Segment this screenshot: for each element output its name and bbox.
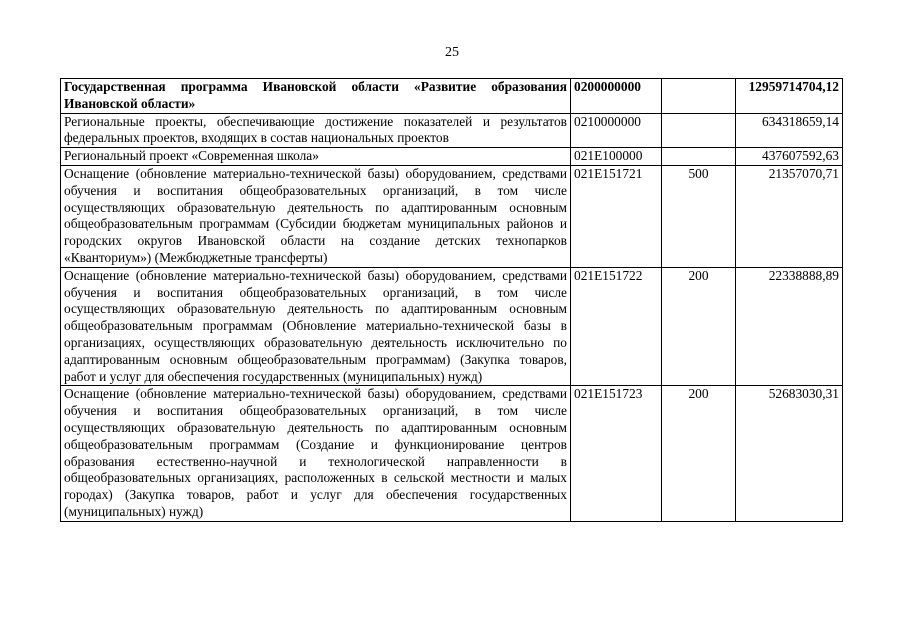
budget-table: [60, 78, 843, 522]
table-row: [61, 165, 843, 267]
row-name: Оснащение (обновление материально-технической базы) оборудованием, средствами обучения и воспитания общеобразовательных организаций, в том числе осуществляющих образовательную деятельность по адаптированным основным общеобразовательным программам (Субсидии бюджетам муниципальных районов и городских округов Ивановской области на создание детских технопарков «Кванториум») (Межбюджетные трансферты): [61, 165, 571, 267]
table-row: [61, 113, 843, 148]
row-sum: 634318659,14: [736, 113, 843, 148]
row-expense-type: 200: [662, 386, 736, 521]
row-expense-type: [662, 113, 736, 148]
row-name: Оснащение (обновление материально-технической базы) оборудованием, средствами обучения и воспитания общеобразовательных организаций, в том числе осуществляющих образовательную деятельность по адаптированным основным общеобразовательным программам (Создание и функционирование центров образования естественно-научной и технологической направленности в общеобразовательных организациях, расположенных в сельской местности и малых городах) (Закупка товаров, работ и услуг для обеспечения государственных (муниципальных) нужд): [61, 386, 571, 521]
row-expense-type: 200: [662, 267, 736, 386]
row-expense-type: [662, 79, 736, 114]
row-expense-type: [662, 148, 736, 166]
table-row-program: [61, 79, 843, 114]
row-code: 0210000000: [571, 113, 662, 148]
row-code: 021E151723: [571, 386, 662, 521]
row-sum: 12959714704,12: [736, 79, 843, 114]
row-name: Региональные проекты, обеспечивающие достижение показателей и результатов федеральных проектов, входящих в состав национальных проектов: [61, 113, 571, 148]
row-code: 021E151722: [571, 267, 662, 386]
row-sum: 22338888,89: [736, 267, 843, 386]
row-sum: 437607592,63: [736, 148, 843, 166]
row-name: Государственная программа Ивановской области «Развитие образования Ивановской области»: [61, 79, 571, 114]
table-row: [61, 267, 843, 386]
table-row: [61, 148, 843, 166]
row-code: 0200000000: [571, 79, 662, 114]
row-name: Региональный проект «Современная школа»: [61, 148, 571, 166]
table-row: [61, 386, 843, 521]
row-expense-type: 500: [662, 165, 736, 267]
row-sum: 52683030,31: [736, 386, 843, 521]
row-name: Оснащение (обновление материально-технической базы) оборудованием, средствами обучения и воспитания общеобразовательных организаций, в том числе осуществляющих образовательную деятельность по адаптированным основным общеобразовательным программам (Обновление материально-технической базы в организациях, осуществляющих образовательную деятельность исключительно по адаптированным основным общеобразовательным программам) (Закупка товаров, работ и услуг для обеспечения государственных (муниципальных) нужд): [61, 267, 571, 386]
row-code: 021E100000: [571, 148, 662, 166]
row-sum: 21357070,71: [736, 165, 843, 267]
page-number: 25: [445, 45, 459, 60]
row-code: 021E151721: [571, 165, 662, 267]
